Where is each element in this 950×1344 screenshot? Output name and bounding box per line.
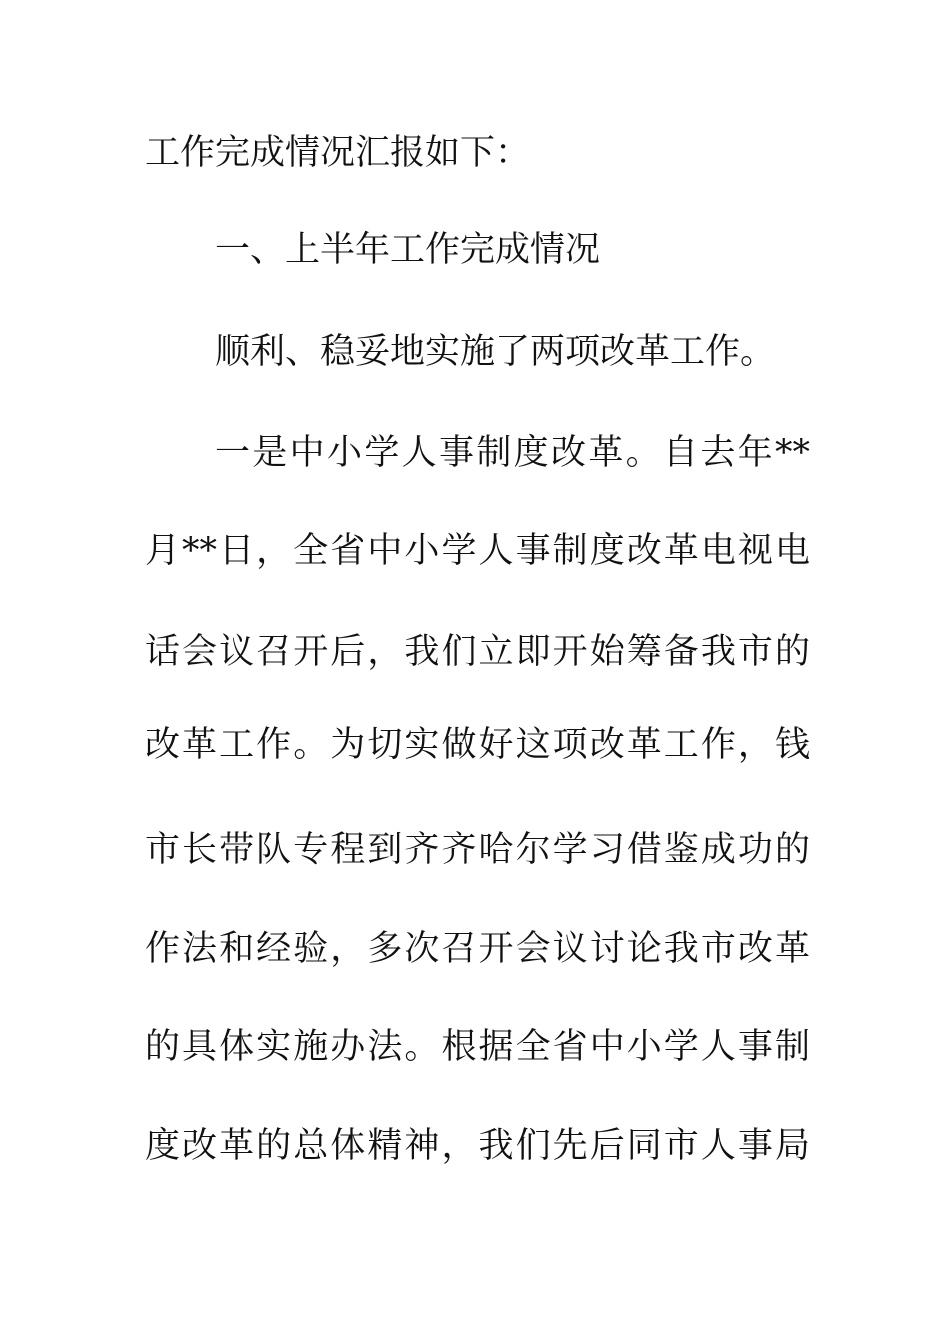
body-text-line: 月**日，全省中小学人事制度改革电视电 [145,531,810,571]
section-heading: 一、上半年工作完成情况 [215,230,601,270]
body-text-line: 一是中小学人事制度改革。自去年** [215,433,810,473]
body-text-line: 作法和经验，多次召开会议讨论我市改革 [145,929,810,969]
body-text-line: 改革工作。为切实做好这项改革工作，钱 [145,725,810,765]
body-text-line: 话会议召开后，我们立即开始筹备我市的 [145,632,810,672]
body-text-line: 顺利、稳妥地实施了两项改革工作。 [215,332,776,372]
body-text-line: 的具体实施办法。根据全省中小学人事制 [145,1027,810,1067]
body-text-line: 度改革的总体精神，我们先后同市人事局 [145,1126,810,1166]
body-text-line: 市长带队专程到齐齐哈尔学习借鉴成功的 [145,830,810,870]
body-text-line: 工作完成情况汇报如下： [145,133,531,173]
